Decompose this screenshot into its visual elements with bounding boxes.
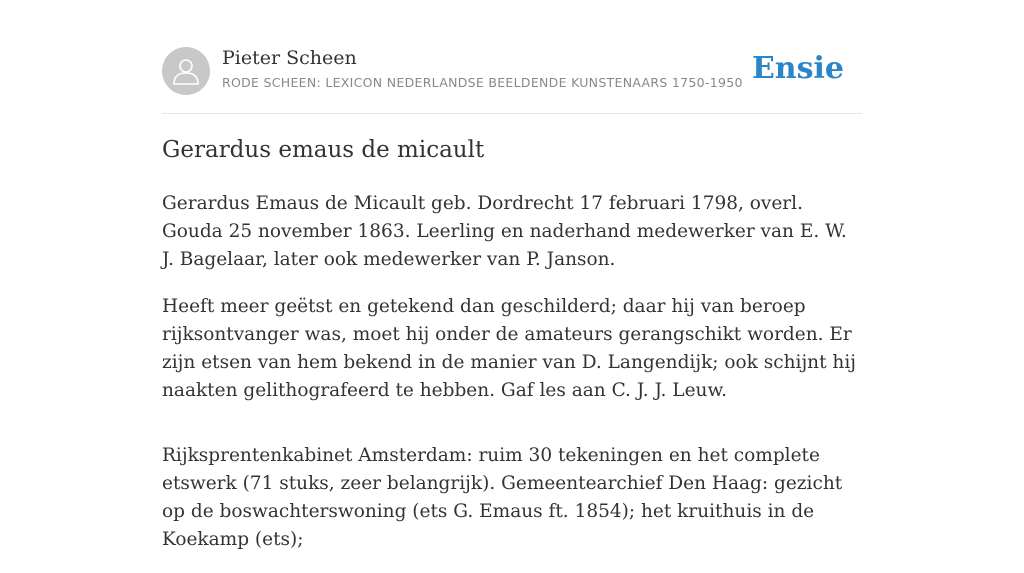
article-paragraph: Rijksprentenkabinet Amsterdam: ruim 30 tekeningen en het complete etswerk (71 stuks, zeer belangrijk). Gemeentearchief Den Haag: gezicht op de boswachterswoning (ets G. Emaus ft. 1854); het kruithuis in de Koekamp (ets); xyxy=(162,445,843,550)
page-title: Gerardus emaus de micault xyxy=(162,137,485,163)
author-avatar[interactable] xyxy=(162,47,210,95)
article-body xyxy=(162,190,862,573)
author-name[interactable]: Pieter Scheen xyxy=(222,47,357,69)
article-paragraph: Heeft meer geëtst en getekend dan geschilderd; daar hij van beroep rijksontvanger was, moet hij onder de amateurs gerangschikt worden. Er zijn etsen van hem bekend in de manier van D. Langendijk; ook schijnt hij naakten gelithografeerd te hebben. Gaf les aan C. J. J. Leuw. xyxy=(162,296,856,401)
article-header xyxy=(162,44,862,100)
ensie-logo[interactable]: Ensie xyxy=(751,51,844,86)
article-paragraph: Gerardus Emaus de Micault geb. Dordrecht 17 februari 1798, overl. Gouda 25 november 1863. Leerling en naderhand medewerker van E. W. J. Bagelaar, later ook medewerker van P. Janson. xyxy=(162,193,847,270)
user-icon xyxy=(171,56,201,86)
source-label[interactable]: RODE SCHEEN: LEXICON NEDERLANDSE BEELDENDE KUNSTENAARS 1750-1950 xyxy=(222,75,743,90)
header-divider xyxy=(162,113,862,114)
